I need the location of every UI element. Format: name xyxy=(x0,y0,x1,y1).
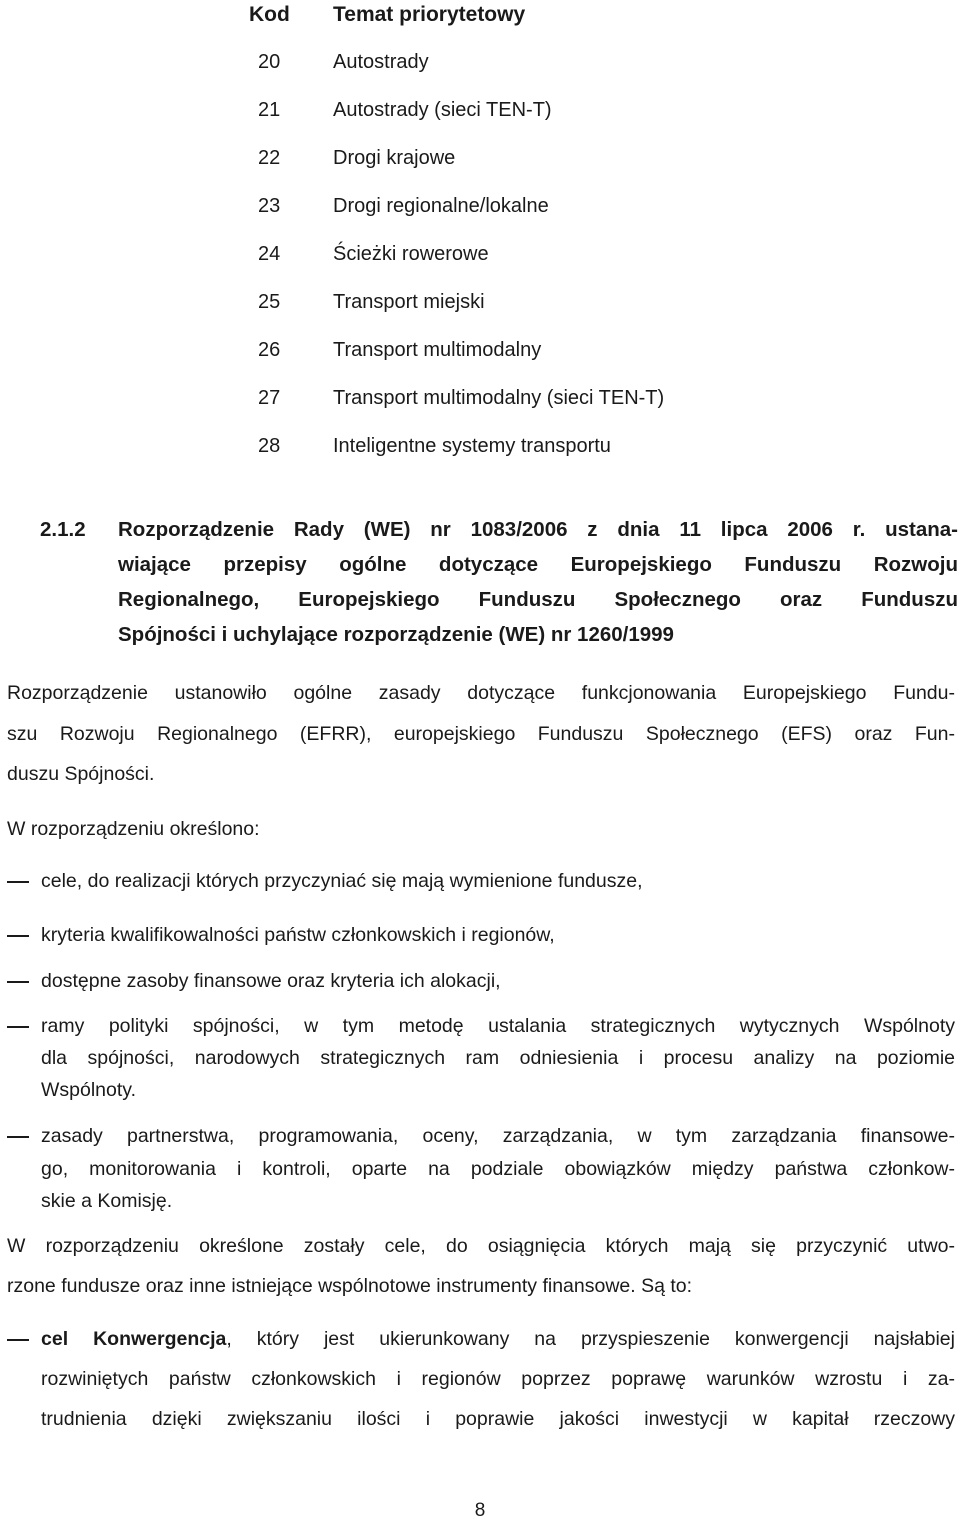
table-cell-temat: Autostrady (sieci TEN-T) xyxy=(333,99,552,121)
column-header-kod: Kod xyxy=(249,3,290,26)
paragraph-line: duszu Spójności. xyxy=(7,763,155,785)
table-cell-kod: 22 xyxy=(258,147,281,169)
page-number: 8 xyxy=(474,1500,486,1521)
table-cell-kod: 20 xyxy=(258,51,281,73)
dash-bullet-icon xyxy=(7,1136,29,1138)
section-title-line: wiające przepisy ogólne dotyczące Europejskiego Funduszu Rozwoju xyxy=(118,553,958,576)
list-item-line: zasady partnerstwa, programowania, oceny, zarządzania, w tym zarządzania finansowe- xyxy=(41,1125,955,1147)
paragraph-line: Rozporządzenie ustanowiło ogólne zasady dotyczące funkcjonowania Europejskiego Fundu- xyxy=(7,682,955,704)
list-item-text: , który jest ukierunkowany na przyspieszenie konwergencji najsłabiej xyxy=(226,1328,955,1350)
table-cell-temat: Transport multimodalny xyxy=(333,339,542,361)
dash-bullet-icon xyxy=(7,881,29,883)
bold-term: cel Konwergencja xyxy=(41,1328,227,1350)
table-cell-kod: 23 xyxy=(258,195,281,217)
list-item-line: skie a Komisję. xyxy=(41,1190,173,1212)
table-cell-kod: 24 xyxy=(258,243,281,265)
list-item-line: rozwiniętych państw członkowskich i regionów poprzez poprawę warunków wzrostu i za- xyxy=(41,1368,955,1390)
list-item-line: trudnienia dzięki zwiększaniu ilości i poprawie jakości inwestycji w kapitał rzeczowy xyxy=(41,1408,955,1430)
paragraph: W rozporządzeniu określono: xyxy=(7,818,260,840)
table-cell-temat: Drogi regionalne/lokalne xyxy=(333,195,549,217)
table-cell-temat: Transport multimodalny (sieci TEN-T) xyxy=(333,387,665,409)
list-item: cele, do realizacji których przyczyniać się mają wymienione fundusze, xyxy=(41,870,643,892)
section-title-line: Spójności i uchylające rozporządzenie (WE) nr 1260/1999 xyxy=(118,623,674,646)
table-cell-temat: Transport miejski xyxy=(333,291,485,313)
section-title-line: Regionalnego, Europejskiego Funduszu Społecznego oraz Funduszu xyxy=(118,588,958,611)
list-item-line: Wspólnoty. xyxy=(41,1079,137,1101)
table-cell-temat: Ścieżki rowerowe xyxy=(333,243,489,265)
section-number: 2.1.2 xyxy=(40,518,86,541)
list-item-line: go, monitorowania i kontroli, oparte na podziale obowiązków między państwa członkow- xyxy=(41,1158,955,1180)
paragraph-line: W rozporządzeniu określone zostały cele, do osiągnięcia których mają się przyczynić utwo- xyxy=(7,1235,955,1257)
table-cell-temat: Inteligentne systemy transportu xyxy=(333,435,611,457)
table-cell-temat: Autostrady xyxy=(333,51,429,73)
list-item: kryteria kwalifikowalności państw członkowskich i regionów, xyxy=(41,924,555,946)
list-item-line xyxy=(41,1322,955,1356)
table-cell-kod: 27 xyxy=(258,387,281,409)
table-cell-kod: 26 xyxy=(258,339,281,361)
section-title-line: Rozporządzenie Rady (WE) nr 1083/2006 z dnia 11 lipca 2006 r. ustana- xyxy=(118,518,958,541)
list-item-line: dla spójności, narodowych strategicznych ram odniesienia i procesu analizy na poziomie xyxy=(41,1047,955,1069)
dash-bullet-icon xyxy=(7,981,29,983)
paragraph-line: rzone fundusze oraz inne istniejące wspólnotowe instrumenty finansowe. Są to: xyxy=(7,1275,693,1297)
dash-bullet-icon xyxy=(7,1339,29,1341)
list-item-line: ramy polityki spójności, w tym metodę ustalania strategicznych wytycznych Wspólnoty xyxy=(41,1015,955,1037)
table-cell-temat: Drogi krajowe xyxy=(333,147,456,169)
list-item: dostępne zasoby finansowe oraz kryteria ich alokacji, xyxy=(41,970,501,992)
column-header-temat: Temat priorytetowy xyxy=(333,3,526,26)
table-cell-kod: 21 xyxy=(258,99,281,121)
dash-bullet-icon xyxy=(7,935,29,937)
dash-bullet-icon xyxy=(7,1026,29,1028)
table-cell-kod: 25 xyxy=(258,291,281,313)
paragraph-line: szu Rozwoju Regionalnego (EFRR), europejskiego Funduszu Społecznego (EFS) oraz Fun- xyxy=(7,723,955,745)
table-cell-kod: 28 xyxy=(258,435,281,457)
